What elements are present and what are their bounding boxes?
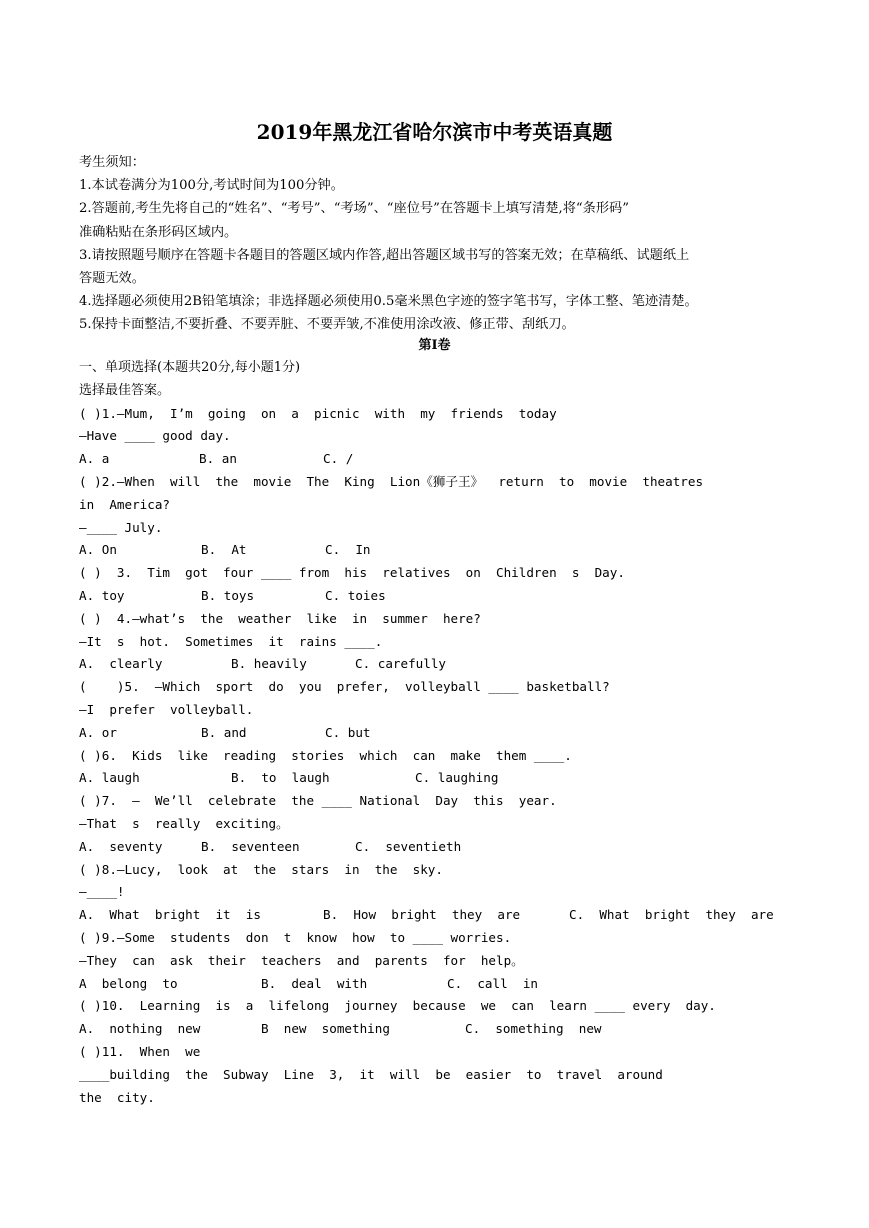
option-c[interactable]: C. What bright they are	[569, 907, 774, 923]
question-line: —I prefer volleyball.	[79, 701, 254, 717]
option-a[interactable]: A. laugh	[79, 770, 140, 786]
option-c[interactable]: C. but	[325, 724, 371, 740]
option-b[interactable]: B. toys	[201, 587, 255, 603]
question-8	[79, 859, 799, 927]
option-b[interactable]: B. heavily	[231, 656, 307, 672]
volume-heading: 第Ⅰ卷	[418, 338, 451, 353]
option-a[interactable]: A. nothing new	[79, 1021, 201, 1037]
option-row	[79, 722, 799, 745]
question-line: in America?	[79, 496, 170, 512]
question-line: ( )2.—When will the movie The King Lion《狮子王》 return to movie theatres	[79, 473, 704, 489]
question-line: ( )1.—Mum, I’m going on a picnic with my friends today	[79, 405, 557, 421]
option-c[interactable]: C. In	[325, 542, 371, 558]
option-row	[79, 585, 799, 608]
option-row	[79, 1018, 799, 1041]
question-line: ( ) 4.—what’s the weather like in summer here?	[79, 610, 481, 626]
question-7	[79, 790, 799, 858]
option-b[interactable]: B. an	[199, 451, 237, 467]
question-2	[79, 471, 799, 562]
question-line: ____building the Subway Line 3, it will be easier to travel around	[79, 1066, 663, 1082]
option-a[interactable]: A. seventy	[79, 838, 163, 854]
question-line: ( ) 3. Tim got four ____ from his relatives on Children s Day.	[79, 565, 625, 581]
question-4	[79, 608, 799, 676]
option-a[interactable]: A belong to	[79, 975, 178, 991]
section-heading: 一、单项选择(本题共20分,每小题1分)	[79, 360, 301, 375]
question-line: ( )9.—Some students don t know how to ____ worries.	[79, 929, 512, 945]
question-line: —____!	[79, 884, 125, 900]
notice-heading: 考生须知：	[79, 155, 145, 170]
question-line: ( )6. Kids like reading stories which can make them ____.	[79, 747, 572, 763]
option-row	[79, 539, 799, 562]
option-row	[79, 904, 799, 927]
option-c[interactable]: C. call in	[447, 975, 538, 991]
notice-item: 4.选择题必须使用2B铅笔填涂；非选择题必须使用0.5毫米黑色字迹的签字笔书写，字体工整、笔迹清楚。	[79, 294, 698, 310]
option-b[interactable]: B. to laugh	[231, 770, 330, 786]
question-10	[79, 995, 799, 1041]
question-line: —It s hot. Sometimes it rains ____.	[79, 633, 383, 649]
question-line: ( )5. —Which sport do you prefer, volleyball ____ basketball?	[79, 679, 610, 695]
question-3	[79, 562, 799, 608]
question-line: —They can ask their teachers and parents for help。	[79, 952, 524, 968]
notice-item: 准确粘贴在条形码区域内。	[79, 224, 238, 240]
question-line: ( )11. When we	[79, 1043, 201, 1059]
question-line: —That s really exciting。	[79, 815, 289, 831]
section-instruction: 选择最佳答案。	[79, 382, 171, 398]
option-a[interactable]: A. On	[79, 542, 117, 558]
option-a[interactable]: A. What bright it is	[79, 907, 261, 923]
question-1	[79, 403, 799, 471]
option-row	[79, 836, 799, 859]
question-line: the city.	[79, 1089, 155, 1105]
notice-item: 2.答题前,考生先将自己的“姓名”、“考号”、“考场”、“座位号”在答题卡上填写清楚,将“条形码”	[79, 201, 629, 217]
question-11	[79, 1041, 799, 1109]
option-b[interactable]: B. and	[201, 724, 247, 740]
question-line: —Have ____ good day.	[79, 428, 231, 444]
option-c[interactable]: C. toies	[325, 587, 386, 603]
option-b[interactable]: B. At	[201, 542, 247, 558]
question-line: ( )7. — We’ll celebrate the ____ National Day this year.	[79, 793, 557, 809]
notice-item: 5.保持卡面整洁,不要折叠、不要弄脏、不要弄皱,不准使用涂改液、修正带、刮纸刀。	[79, 317, 575, 333]
question-list	[79, 403, 799, 1110]
question-5	[79, 676, 799, 744]
option-c[interactable]: C. seventieth	[355, 838, 462, 854]
option-b[interactable]: B. seventeen	[201, 838, 300, 854]
option-a[interactable]: A. clearly	[79, 656, 163, 672]
option-row	[79, 973, 799, 996]
option-a[interactable]: A. toy	[79, 587, 125, 603]
option-c[interactable]: C. /	[323, 451, 354, 467]
option-row	[79, 653, 799, 676]
option-c[interactable]: C. carefully	[355, 656, 446, 672]
question-6	[79, 745, 799, 791]
question-line: —____ July.	[79, 519, 163, 535]
notice-item: 3.请按照题号顺序在答题卡各题目的答题区域内作答,超出答题区域书写的答案无效；在草稿纸、试题纸上	[79, 247, 690, 263]
option-c[interactable]: C. laughing	[415, 770, 499, 786]
question-9	[79, 927, 799, 995]
exam-notice	[79, 151, 797, 337]
option-b[interactable]: B. deal with	[261, 975, 368, 991]
option-b[interactable]: B. How bright they are	[323, 907, 521, 923]
question-line: ( )8.—Lucy, look at the stars in the sky.	[79, 861, 443, 877]
notice-item: 1.本试卷满分为100分,考试时间为100分钟。	[79, 178, 344, 194]
option-row	[79, 448, 799, 471]
option-a[interactable]: A. or	[79, 724, 117, 740]
option-c[interactable]: C. something new	[465, 1021, 602, 1037]
option-a[interactable]: A. a	[79, 451, 110, 467]
notice-item: 答题无效。	[79, 271, 145, 287]
question-line: ( )10. Learning is a lifelong journey because we can learn ____ every day.	[79, 998, 716, 1014]
question-section	[79, 357, 799, 1109]
document-title: 2019年黑龙江省哈尔滨市中考英语真题	[256, 120, 613, 144]
option-b[interactable]: B new something	[261, 1021, 390, 1037]
option-row	[79, 767, 799, 790]
